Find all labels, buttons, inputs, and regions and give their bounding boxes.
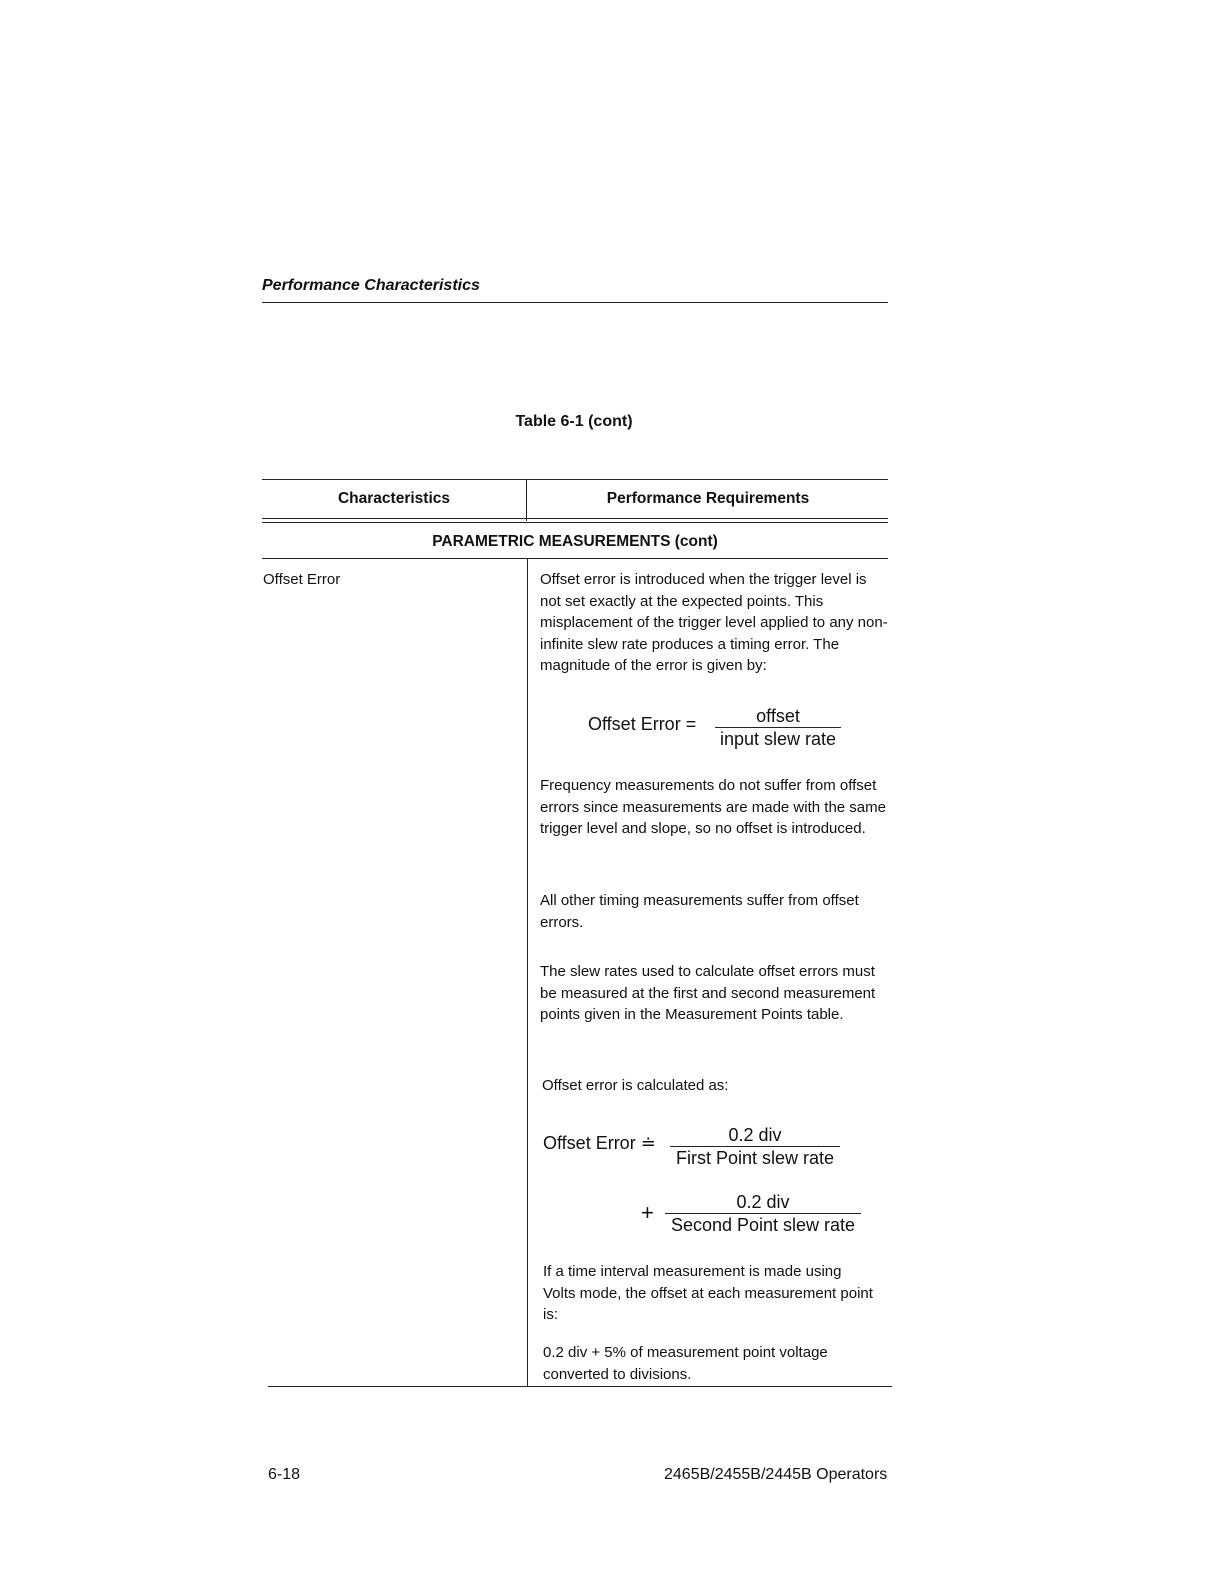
page-header: Performance Characteristics bbox=[262, 277, 480, 294]
equation1-denominator: input slew rate bbox=[719, 729, 837, 749]
manual-title: 2465B/2455B/2445B Operators bbox=[664, 1466, 888, 1483]
equation2-plus: + bbox=[641, 1200, 654, 1225]
header-rule-lower bbox=[262, 522, 888, 523]
equation1-lhs: Offset Error = bbox=[588, 714, 697, 734]
paragraph-intro: Offset error is introduced when the trigger level is not set exactly at the expected points. This misplacement of the trigger level applied to any non-infinite slew rate produces a timing error. The magnitude of the error is given by: bbox=[540, 571, 888, 674]
table-bottom-rule bbox=[268, 1386, 892, 1387]
equation1-numerator: offset bbox=[715, 706, 841, 728]
body-column-divider bbox=[527, 558, 528, 1386]
header-column-divider bbox=[526, 479, 527, 521]
equation2-term1-denominator: First Point slew rate bbox=[675, 1148, 835, 1168]
column-header-requirements: Performance Requirements bbox=[606, 490, 810, 507]
header-rule bbox=[262, 302, 888, 303]
paragraph-other-timing: All other timing measurements suffer from offset errors. bbox=[540, 892, 859, 931]
equation2-term2-denominator: Second Point slew rate bbox=[670, 1215, 856, 1235]
table-title: Table 6-1 (cont) bbox=[515, 413, 633, 430]
header-rule-upper bbox=[262, 518, 888, 519]
paragraph-offset-formula: 0.2 div + 5% of measurement point voltage converted to divisions. bbox=[543, 1344, 828, 1383]
paragraph-frequency: Frequency measurements do not suffer from offset errors since measurements are made with the same trigger level and slope, so no offset is introduced. bbox=[540, 777, 886, 837]
paragraph-calculated-as: Offset error is calculated as: bbox=[542, 1077, 729, 1094]
equation2-term1 bbox=[670, 1125, 840, 1168]
table-top-rule bbox=[262, 479, 888, 480]
equation2-lhs: Offset Error ≐ bbox=[543, 1133, 656, 1153]
section-title: PARAMETRIC MEASUREMENTS (cont) bbox=[432, 533, 718, 550]
equation2-term2 bbox=[665, 1192, 861, 1235]
page-number: 6-18 bbox=[268, 1466, 301, 1483]
section-rule bbox=[262, 558, 888, 559]
equation2-term1-numerator: 0.2 div bbox=[670, 1125, 840, 1147]
equation1-fraction bbox=[715, 706, 841, 749]
paragraph-volts-mode: If a time interval measurement is made using Volts mode, the offset at each measurement point is: bbox=[543, 1263, 873, 1323]
characteristic-offset-error: Offset Error bbox=[263, 571, 341, 588]
paragraph-slew-rates: The slew rates used to calculate offset errors must be measured at the first and second measurement points given in the Measurement Points table. bbox=[540, 963, 876, 1023]
column-header-characteristics: Characteristics bbox=[337, 490, 450, 507]
equation2-term2-numerator: 0.2 div bbox=[665, 1192, 861, 1214]
